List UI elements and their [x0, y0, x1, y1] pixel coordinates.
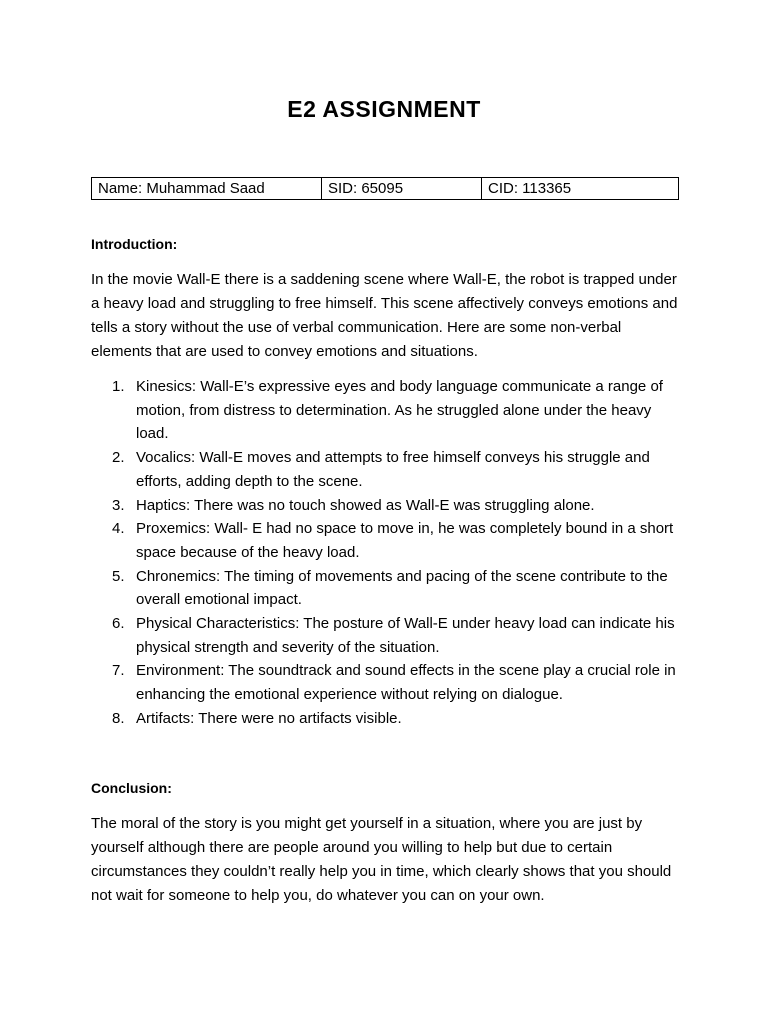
student-info-table: [91, 177, 679, 200]
table-row: [92, 178, 679, 200]
list-item-number: 6.: [112, 615, 125, 633]
list-item-number: 7.: [112, 662, 125, 680]
list-item-text: Artifacts: There were no artifacts visible.: [136, 709, 402, 727]
list-item-text: Vocalics: Wall-E moves and attempts to free himself conveys his struggle and efforts, adding depth to the scene.: [136, 449, 650, 490]
list-item: [91, 612, 681, 659]
conclusion-heading: Conclusion:: [91, 780, 172, 796]
list-item-number: 2.: [112, 449, 125, 467]
list-item: [91, 517, 681, 564]
introduction-paragraph: In the movie Wall-E there is a saddening scene where Wall-E, the robot is trapped under a heavy load and struggling to free himself. This scene affectively conveys emotions and tells a story without the use of verbal communication. Here are some non-verbal elements that are used to convey emotions and situations.: [91, 271, 678, 360]
list-item-text: Chronemics: The timing of movements and pacing of the scene contribute to the overall emotional impact.: [136, 567, 668, 609]
list-item-text: Kinesics: Wall-E’s expressive eyes and body language communicate a range of motion, from distress to determination. As he struggled alone under the heavy load.: [136, 378, 663, 443]
list-item-number: 8.: [112, 709, 125, 727]
list-item-number: 4.: [112, 520, 125, 538]
list-item-text: Environment: The soundtrack and sound effects in the scene play a crucial role in enhancing the emotional experience without relying on dialogue.: [136, 662, 676, 704]
student-cid-cell: CID: 113365: [482, 178, 679, 200]
document-title: E2 ASSIGNMENT: [287, 96, 481, 122]
introduction-heading: Introduction:: [91, 236, 178, 252]
list-item-text: Proxemics: Wall- E had no space to move in, he was completely bound in a short space because of the heavy load.: [136, 520, 674, 561]
list-item: [91, 446, 681, 493]
list-item: [91, 375, 681, 446]
list-item: [91, 565, 681, 612]
list-item: [91, 494, 681, 518]
list-item-text: Haptics: There was no touch showed as Wall-E was struggling alone.: [136, 496, 595, 514]
conclusion-paragraph: The moral of the story is you might get yourself in a situation, where you are just by yourself although there are people around you willing to help but due to certain circumstances they couldn’t really help you in time, which clearly shows that you should not wait for someone to help you, do whatever you can on your own.: [91, 815, 672, 904]
list-item-text: Physical Characteristics: The posture of Wall-E under heavy load can indicate his physical strength and severity of the situation.: [136, 615, 675, 656]
student-name-cell: Name: Muhammad Saad: [92, 178, 322, 200]
list-item-number: 5.: [112, 567, 125, 585]
student-sid-cell: SID: 65095: [322, 178, 482, 200]
list-item: [91, 659, 681, 706]
list-item: [91, 707, 681, 731]
nonverbal-elements-list: [91, 375, 681, 731]
list-item-number: 3.: [112, 496, 125, 514]
list-item-number: 1.: [112, 378, 125, 395]
